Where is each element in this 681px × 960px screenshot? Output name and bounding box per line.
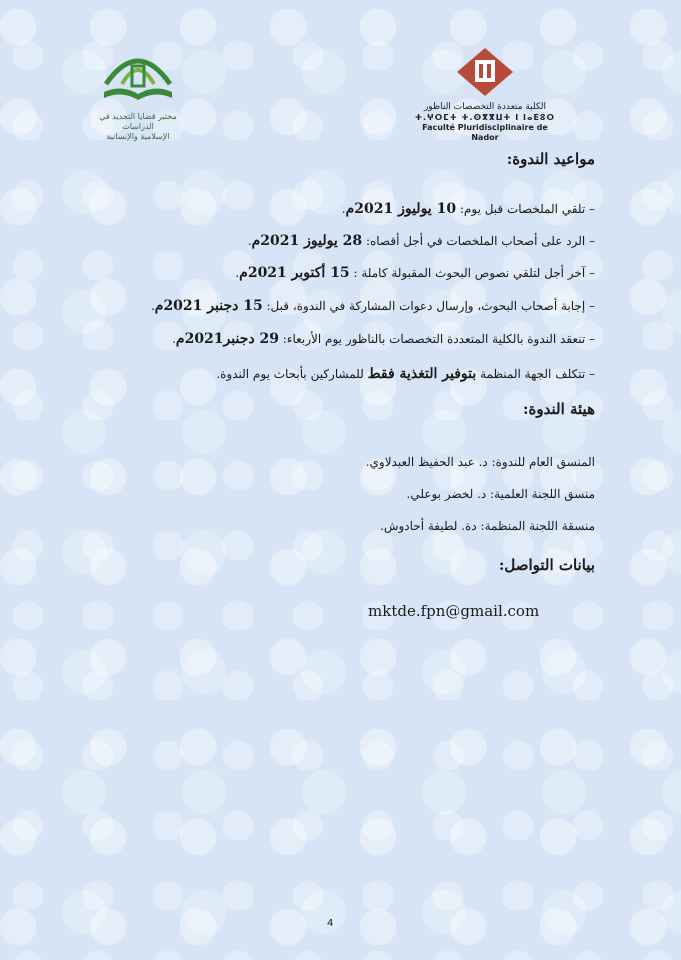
- faculty-name-arabic: الكلية متعددة التخصصات الناظور: [423, 102, 547, 112]
- date-item-bold: 15 أكتوبر 2021م: [239, 265, 350, 281]
- lab-caption-line-2: الإسلامية والإنسانية: [106, 132, 170, 141]
- date-item: [216, 366, 595, 382]
- date-item: [151, 298, 595, 314]
- date-item-bold: 10 يوليوز 2021م: [345, 201, 457, 217]
- committee-item: المنسق العام للندوة: د. عبد الحفيظ العبدلاوي.: [365, 455, 595, 469]
- faculty-name-french: Faculté Pluridisciplinaire de Nador: [422, 123, 548, 142]
- date-item-text: – الرد على أصحاب الملخصات في أجل أقصاه:: [362, 234, 595, 248]
- dates-heading: مواعيد الندوة:: [506, 150, 595, 168]
- page-number: 4: [327, 918, 334, 929]
- lab-logo: [88, 44, 188, 142]
- date-item-suffix: .: [341, 202, 346, 216]
- date-item-text: – آخر أجل لتلقي نصوص البحوث المقبولة كاملة :: [349, 266, 595, 280]
- lab-emblem-icon: [96, 44, 180, 108]
- faculty-name-tifinagh: ⵜ.ⵖⵔⵎⵜ ⵜ.ⵙⴳⴳⵡⵜ ⵏ ⵏⴰⴹⵓⵔ: [414, 113, 555, 122]
- committee-item: منسق اللجنة العلمية: د. لخضر بوعلي.: [406, 487, 595, 501]
- contact-heading: بيانات التواصل:: [498, 556, 595, 574]
- date-item: [235, 265, 595, 281]
- date-item-text: – تلقي الملخصات قبل يوم:: [456, 202, 595, 216]
- date-item-suffix: .: [172, 332, 176, 346]
- date-item-bold: بتوفير التغذية فقط: [367, 366, 477, 382]
- date-item-bold: 28 يوليوز 2021م: [251, 233, 363, 249]
- date-item-suffix: .: [235, 266, 240, 280]
- date-item-text: – تتكلف الجهة المنظمة: [476, 367, 595, 381]
- committee-heading: هيئة الندوة:: [522, 400, 595, 418]
- date-item-bold: 15 دجنبر 2021م: [154, 298, 263, 314]
- contact-email[interactable]: mktde.fpn@gmail.com: [368, 602, 540, 620]
- date-item-text: – إجابة أصحاب البحوث، وإرسال دعوات المشاركة في الندوة، قبل:: [262, 299, 595, 313]
- committee-item: منسقة اللجنة المنظمة: دة. لطيفة أحادوش.: [380, 519, 595, 533]
- date-item-suffix: .: [247, 234, 252, 248]
- faculty-logo: [410, 46, 560, 143]
- date-item: [342, 201, 595, 217]
- date-item: [172, 331, 595, 347]
- date-item-suffix: للمشاركين بأبحاث يوم الندوة.: [216, 367, 368, 381]
- lab-caption-line-1: مختبر قضايا التجديد في الدراسات: [99, 112, 177, 131]
- date-item-bold: 29 دجنبر2021م: [175, 331, 279, 347]
- date-item-suffix: .: [150, 299, 155, 313]
- faculty-emblem-icon: [455, 46, 515, 98]
- date-item-text: – تنعقد الندوة بالكلية المتعددة التخصصات بالناظور يوم الأربعاء:: [278, 332, 595, 346]
- date-item: [248, 233, 595, 249]
